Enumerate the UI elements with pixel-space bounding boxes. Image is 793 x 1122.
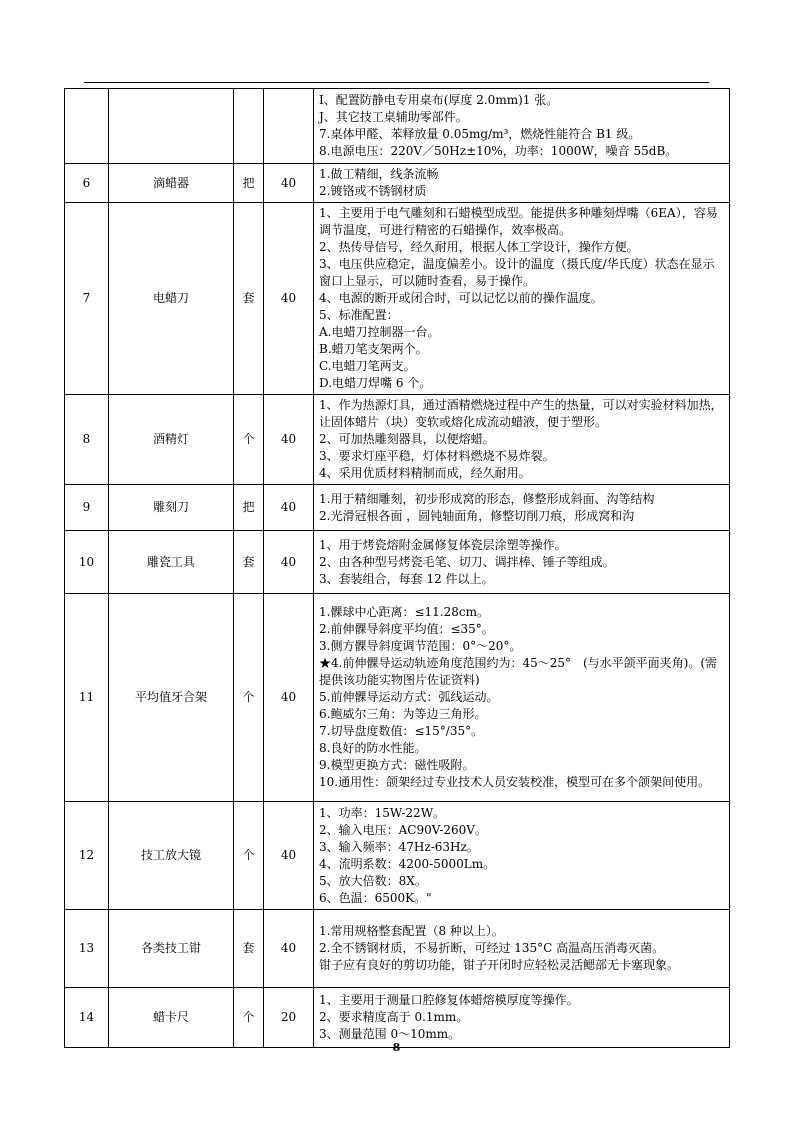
spec-line: 2.光滑冠根各面 ，圆钝轴面角，修整切削刀痕，形成窝和沟 xyxy=(319,508,635,523)
item-unit-cell: 套 xyxy=(234,203,264,395)
item-name-cell: 酒精灯 xyxy=(109,395,234,485)
spec-line: 2.全不锈钢材质，不易折断，可经过 135°C 高温高压消毒灭菌。 xyxy=(319,941,665,955)
item-number-cell: 11 xyxy=(65,594,109,802)
spec-line: ★4.前伸髁导运动轨迹角度范围约为：45～25° (与水平颌平面夹角)。(需提供该功能实物图片佐证资料) xyxy=(319,656,718,687)
spec-line: 1、功率：15W-22W。 xyxy=(319,805,446,820)
spec-line: 1.用于精细雕刻，初步形成窝的形态，修整形成斜面、沟等结构 xyxy=(319,491,655,506)
table-row xyxy=(65,594,730,802)
spec-line: 10.通用性：颌架经过专业技术人员安装校准，模型可在多个颌架间使用。 xyxy=(319,775,711,789)
spec-table-body xyxy=(65,89,730,1048)
item-number-cell: 13 xyxy=(65,910,109,988)
spec-line: 3、测量范围 0～10mm。 xyxy=(319,1027,461,1041)
spec-line: C.电蜡刀笔两支。 xyxy=(319,359,416,373)
spec-line: 9.模型更换方式：磁性吸附。 xyxy=(319,758,475,772)
spec-line: 2.镀铬或不锈钢材质 xyxy=(319,184,427,198)
spec-line: J、其它技工桌辅助零部件。 xyxy=(319,110,468,124)
item-quantity-cell: 40 xyxy=(264,802,314,910)
spec-line: D.电蜡刀焊嘴 6 个。 xyxy=(319,376,432,390)
item-spec-cell xyxy=(314,531,730,594)
spec-line: 2、输入电压：AC90V-260V。 xyxy=(319,822,487,837)
page-number: 8 xyxy=(392,1041,401,1054)
item-number-cell: 8 xyxy=(65,395,109,485)
item-name-cell: 滴蜡器 xyxy=(109,164,234,203)
item-number-cell: 10 xyxy=(65,531,109,594)
item-spec-cell xyxy=(314,485,730,531)
spec-line: 4、采用优质材料精制而成，经久耐用。 xyxy=(319,466,531,480)
spec-line: 钳子应有良好的剪切功能，钳子开闭时应轻松灵活鳃部无卡塞现象。 xyxy=(319,958,680,972)
spec-line: I、配置防静电专用桌布(厚度 2.0mm)1 张。 xyxy=(319,93,559,107)
item-unit-cell: 套 xyxy=(234,910,264,988)
table-row xyxy=(65,89,730,164)
item-unit-cell: 把 xyxy=(234,164,264,203)
item-name-cell: 蜡卡尺 xyxy=(109,988,234,1048)
item-quantity-cell: 40 xyxy=(264,531,314,594)
item-unit-cell: 把 xyxy=(234,485,264,531)
spec-line: 8.良好的防水性能。 xyxy=(319,741,427,755)
item-number-cell xyxy=(65,89,109,164)
item-unit-cell: 套 xyxy=(234,531,264,594)
spec-line: 1.做工精细，线条流畅 xyxy=(319,167,439,181)
item-number-cell: 9 xyxy=(65,485,109,531)
spec-line: 6.鲍威尔三角：为等边三角形。 xyxy=(319,707,487,721)
item-quantity-cell: 40 xyxy=(264,910,314,988)
item-number-cell: 7 xyxy=(65,203,109,395)
item-quantity-cell: 40 xyxy=(264,395,314,485)
spec-line: 1、主要用于测量口腔修复体蜡熔模厚度等操作。 xyxy=(319,993,579,1007)
item-unit-cell: 个 xyxy=(234,802,264,910)
spec-line: 1、作为热源灯具，通过酒精燃烧过程中产生的热量，可以对实验材料加热，让固体蜡片（块）变软或熔化成流动蜡液，便于塑形。 xyxy=(319,398,723,429)
spec-line: 7.切导盘度数值：≤15°/35°。 xyxy=(319,724,484,738)
table-row xyxy=(65,395,730,485)
item-spec-cell xyxy=(314,802,730,910)
spec-line: 2、可加热雕刻器具，以便熔蜡。 xyxy=(319,432,495,446)
spec-line: 2.前伸髁导斜度平均值：≤35°。 xyxy=(319,622,494,636)
spec-line: 4、电源的断开或闭合时，可以记忆以前的操作温度。 xyxy=(319,291,603,305)
item-spec-cell xyxy=(314,395,730,485)
spec-line: 3、套装组合，每套 12 件以上。 xyxy=(319,571,494,586)
item-spec-cell xyxy=(314,988,730,1048)
spec-line: 2、要求精度高于 0.1mm。 xyxy=(319,1010,469,1024)
item-spec-cell xyxy=(314,164,730,203)
spec-line: 1、主要用于电气雕刻和石蜡模型成型。能提供多种雕刻焊嘴（6EA），容易调节温度，可进行精密的石蜡操作，效率极高。 xyxy=(319,206,718,237)
item-quantity-cell: 40 xyxy=(264,485,314,531)
item-spec-cell xyxy=(314,594,730,802)
item-name-cell: 各类技工钳 xyxy=(109,910,234,988)
spec-line: 5.前伸髁导运动方式：弧线运动。 xyxy=(319,690,499,704)
table-row xyxy=(65,802,730,910)
header-rule xyxy=(84,82,709,83)
spec-line: B.蜡刀笔支架两个。 xyxy=(319,342,428,356)
item-name-cell: 雕瓷工具 xyxy=(109,531,234,594)
item-unit-cell: 个 xyxy=(234,594,264,802)
table-row xyxy=(65,164,730,203)
item-unit-cell xyxy=(234,89,264,164)
table-row xyxy=(65,910,730,988)
spec-line: 3、电压供应稳定，温度偏差小。设计的温度（摄氏度/华氏度）状态在显示窗口上显示，可以随时查看，易于操作。 xyxy=(319,257,715,288)
item-name-cell xyxy=(109,89,234,164)
table-row xyxy=(65,485,730,531)
item-name-cell: 雕刻刀 xyxy=(109,485,234,531)
item-unit-cell: 个 xyxy=(234,395,264,485)
spec-line: 3、要求灯座平稳，灯体材料燃烧不易炸裂。 xyxy=(319,449,555,463)
table-row xyxy=(65,988,730,1048)
spec-line: 1.常用规格整套配置（8 种以上）。 xyxy=(319,924,504,938)
table-row xyxy=(65,203,730,395)
equipment-spec-table xyxy=(64,88,730,1048)
spec-line: 7.桌体甲醛、苯释放量 0.05mg/m³，燃烧性能符合 B1 级。 xyxy=(319,127,641,141)
item-unit-cell: 个 xyxy=(234,988,264,1048)
spec-line: 5、放大倍数：8X。 xyxy=(319,873,427,888)
spec-line: 2、热传导信号，经久耐用，根据人体工学设计，操作方便。 xyxy=(319,240,639,254)
spec-line: 5、标准配置： xyxy=(319,308,399,322)
item-spec-cell xyxy=(314,203,730,395)
item-name-cell: 技工放大镜 xyxy=(109,802,234,910)
spec-line: 4、流明系数：4200-5000Lm。 xyxy=(319,856,496,871)
item-name-cell: 电蜡刀 xyxy=(109,203,234,395)
spec-line: 3、输入频率：47Hz-63Hz。 xyxy=(319,839,479,854)
item-spec-cell xyxy=(314,910,730,988)
spec-line: 6、色温：6500K。" xyxy=(319,890,432,905)
spec-line: 2、由各种型号烤瓷毛笔、切刀、调拌棒、锤子等组成。 xyxy=(319,554,615,569)
item-quantity-cell: 40 xyxy=(264,164,314,203)
table-row xyxy=(65,531,730,594)
spec-line: 1.髁球中心距离：≤11.28cm。 xyxy=(319,605,489,619)
item-quantity-cell: 20 xyxy=(264,988,314,1048)
item-quantity-cell: 40 xyxy=(264,594,314,802)
item-spec-cell xyxy=(314,89,730,164)
item-number-cell: 12 xyxy=(65,802,109,910)
item-number-cell: 14 xyxy=(65,988,109,1048)
spec-line: 3.侧方髁导斜度调节范围：0°～20°。 xyxy=(319,639,522,653)
item-number-cell: 6 xyxy=(65,164,109,203)
item-name-cell: 平均值牙合架 xyxy=(109,594,234,802)
spec-line: 8.电源电压：220V／50Hz±10%，功率：1000W，噪音 55dB。 xyxy=(319,144,678,158)
item-quantity-cell xyxy=(264,89,314,164)
spec-line: 1、用于烤瓷熔附金属修复体瓷层涂塑等操作。 xyxy=(319,537,567,552)
spec-line: A.电蜡刀控制器一台。 xyxy=(319,325,440,339)
item-quantity-cell: 40 xyxy=(264,203,314,395)
